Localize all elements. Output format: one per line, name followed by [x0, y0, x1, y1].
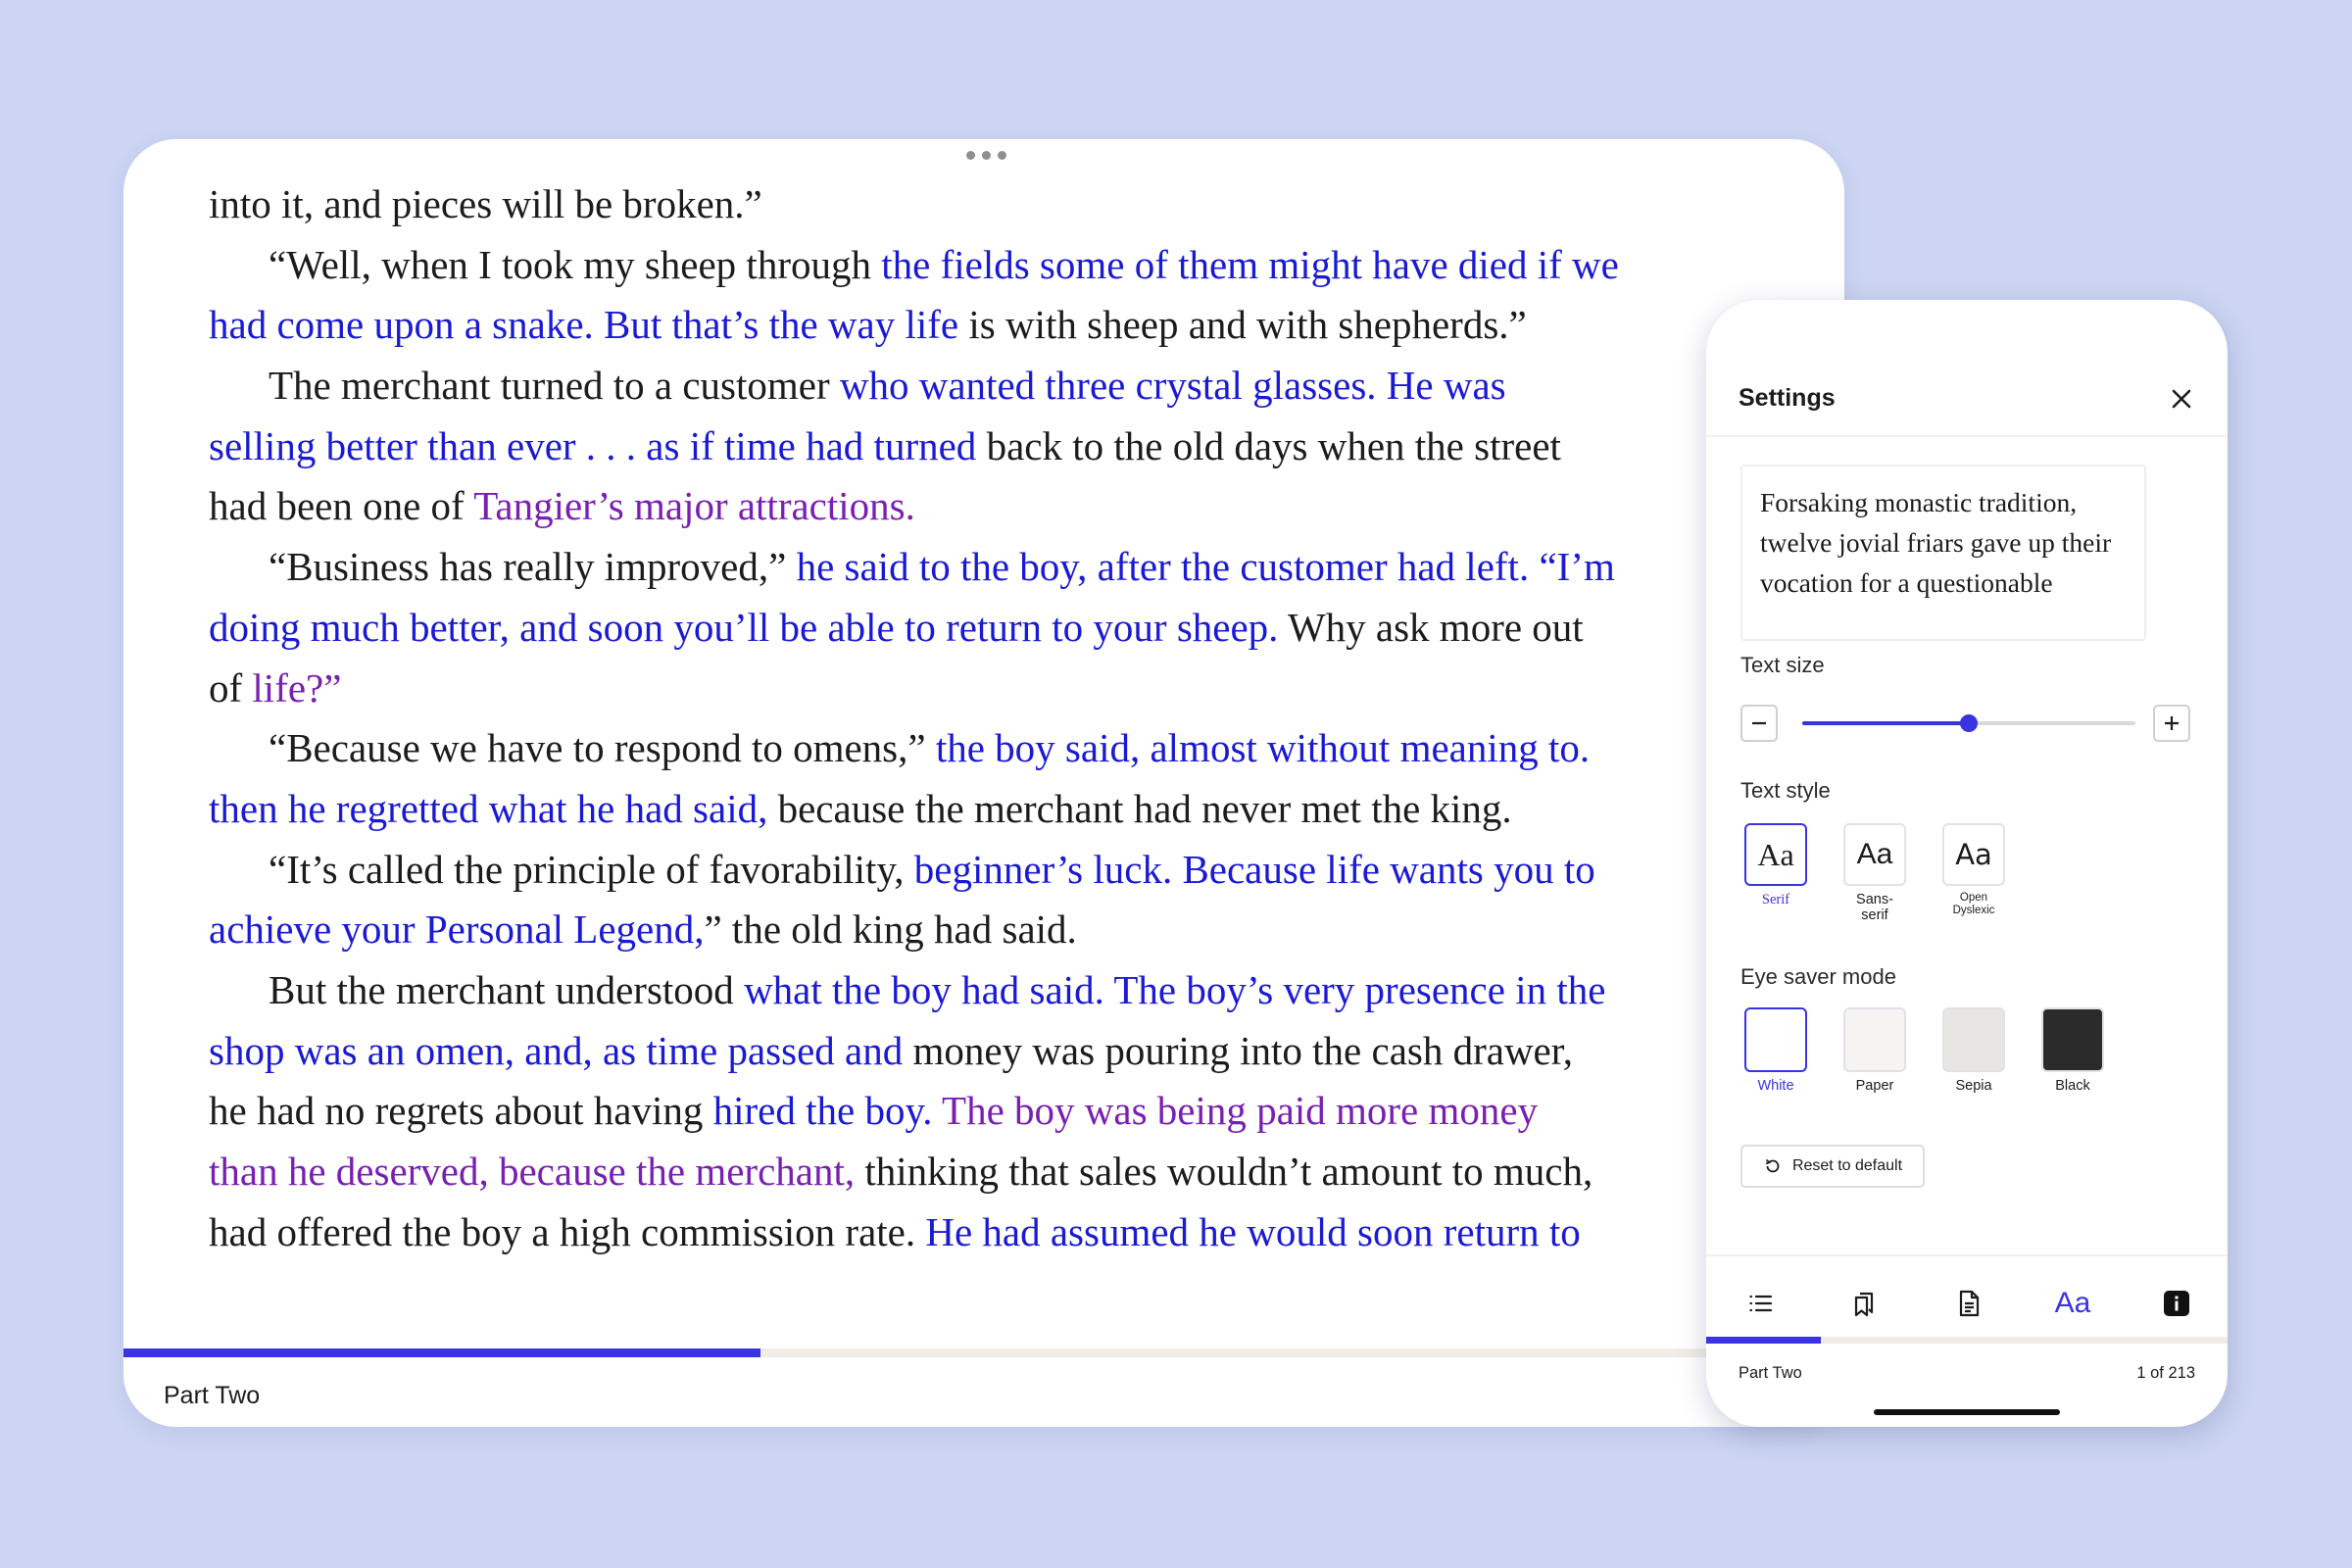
text-line: [209, 659, 1844, 719]
text-segment: money was pouring into the cash drawer,: [903, 1027, 1574, 1073]
reading-progress-fill: [123, 1348, 760, 1357]
text-segment: “Business has really improved,”: [269, 544, 797, 590]
bookmarks-icon[interactable]: [1845, 1284, 1885, 1323]
font-preview: Forsaking monastic tradition, twelve jovial friars gave up their vocation for a questionable: [1740, 465, 2146, 641]
text-segment: he had no regrets about having: [209, 1088, 713, 1134]
text-segment: ” the old king had said.: [704, 906, 1077, 953]
highlighted-text[interactable]: what the boy had said. The boy’s very presence in the: [744, 966, 1606, 1012]
highlighted-text[interactable]: Tangier’s major attractions.: [473, 483, 915, 529]
highlighted-text[interactable]: than he deserved, because the merchant,: [209, 1149, 856, 1194]
phone-progress-fill: [1706, 1337, 1821, 1344]
reset-icon: [1763, 1156, 1783, 1176]
white-label: White: [1757, 1078, 1794, 1094]
reset-to-default-button[interactable]: [1740, 1145, 1925, 1188]
close-icon[interactable]: [2165, 382, 2198, 416]
minus-icon: [1749, 713, 1769, 733]
text-line: [209, 779, 1844, 840]
header-divider: [1706, 435, 2228, 437]
reader-body: [209, 174, 1844, 1262]
text-segment: had been one of: [209, 483, 474, 529]
highlighted-text[interactable]: doing much better, and soon you’ll be able to return to your sheep.: [209, 604, 1279, 650]
text-segment: “Because we have to respond to omens,”: [269, 725, 936, 771]
sans-serif-label: Sans-serif: [1856, 892, 1893, 923]
decrease-text-size-button[interactable]: [1740, 705, 1778, 742]
text-style-label: Text style: [1740, 778, 1831, 803]
text-segment: is with sheep and with shepherds.”: [958, 302, 1527, 348]
tabbar-divider: [1706, 1254, 2228, 1256]
sans-serif-sample: Aa: [1843, 823, 1906, 886]
plus-icon: [2162, 713, 2181, 733]
highlighted-text[interactable]: achieve your Personal Legend,: [209, 906, 705, 953]
text-segment: back to the old days when the street: [976, 422, 1561, 468]
black-label: Black: [2055, 1078, 2090, 1094]
highlighted-text[interactable]: the fields some of them might have died if we: [881, 241, 1619, 287]
text-line: [209, 235, 1844, 296]
settings-title: Settings: [1739, 384, 1836, 412]
text-line: [209, 900, 1844, 960]
phone-chapter-label: Part Two: [1739, 1364, 1802, 1382]
text-line: [209, 1021, 1844, 1082]
text-line: [209, 295, 1844, 356]
text-style-sans-serif[interactable]: [1843, 823, 1906, 923]
eye-saver-label: Eye saver mode: [1740, 964, 1896, 989]
text-segment: “It’s called the principle of favorability,: [269, 846, 914, 892]
text-line: [209, 718, 1844, 779]
settings-phone: [1706, 300, 2228, 1427]
more-options-icon[interactable]: [966, 151, 1006, 160]
text-line: [209, 598, 1844, 659]
text-line: [209, 960, 1844, 1021]
text-segment: Why ask more out: [1278, 604, 1584, 650]
sepia-swatch: [1942, 1007, 2005, 1072]
eye-mode-white[interactable]: [1744, 1007, 1807, 1094]
text-line: [209, 476, 1844, 537]
home-indicator[interactable]: [1874, 1409, 2060, 1415]
text-line: [209, 174, 1844, 235]
text-settings-icon[interactable]: Aa: [2054, 1287, 2091, 1319]
list-icon[interactable]: [1741, 1284, 1781, 1323]
highlighted-text[interactable]: He had assumed he would soon return to: [925, 1208, 1581, 1254]
eye-mode-paper[interactable]: [1843, 1007, 1906, 1094]
highlighted-text[interactable]: hired the boy.: [712, 1088, 933, 1134]
highlighted-text[interactable]: shop was an omen, and, as time passed and: [209, 1027, 904, 1073]
text-line: [209, 840, 1844, 901]
phone-progress-bar[interactable]: [1706, 1337, 2228, 1344]
open-dyslexic-sample: Aa: [1942, 823, 2005, 886]
highlighted-text[interactable]: had come upon a snake. But that’s the way life: [209, 302, 959, 348]
black-swatch: [2041, 1007, 2104, 1072]
text-line: [209, 416, 1844, 477]
text-segment: of: [209, 664, 253, 710]
text-style-open-dyslexic[interactable]: [1942, 823, 2005, 917]
white-swatch: [1744, 1007, 1807, 1072]
text-segment: thinking that sales wouldn’t amount to much,: [855, 1149, 1593, 1194]
info-icon[interactable]: [2157, 1284, 2196, 1323]
bottom-tab-bar: [1706, 1284, 2228, 1343]
chapter-label: Part Two: [164, 1382, 261, 1409]
text-size-slider-fill: [1802, 721, 1969, 725]
highlighted-text[interactable]: The boy was being paid more money: [932, 1088, 1539, 1134]
text-size-slider-thumb[interactable]: [1960, 714, 1978, 732]
eye-mode-sepia[interactable]: [1942, 1007, 2005, 1094]
highlighted-text[interactable]: beginner’s luck. Because life wants you to: [913, 846, 1595, 892]
page-counter: 1 of 213: [2136, 1364, 2195, 1382]
increase-text-size-button[interactable]: [2153, 705, 2190, 742]
highlighted-text[interactable]: who wanted three crystal glasses. He was: [839, 363, 1506, 409]
text-line: [209, 1142, 1844, 1202]
text-style-serif[interactable]: [1744, 823, 1807, 907]
paper-label: Paper: [1855, 1078, 1894, 1094]
serif-label: Serif: [1761, 892, 1790, 907]
highlighted-text[interactable]: then he regretted what he had said,: [209, 785, 768, 831]
text-segment: had offered the boy a high commission rate.: [209, 1208, 926, 1254]
highlighted-text[interactable]: he said to the boy, after the customer had left. “I’m: [796, 544, 1615, 590]
text-segment: because the merchant had never met the king.: [767, 785, 1512, 831]
text-segment: But the merchant understood: [269, 966, 745, 1012]
eye-mode-black[interactable]: [2041, 1007, 2104, 1094]
reader-tablet: [123, 139, 1844, 1427]
text-line: [209, 1202, 1844, 1263]
highlighted-text[interactable]: the boy said, almost without meaning to.: [935, 725, 1591, 771]
text-segment: “Well, when I took my sheep through: [269, 241, 882, 287]
highlighted-text[interactable]: selling better than ever . . . as if time had turned: [209, 422, 977, 468]
open-dyslexic-label: Open Dyslexic: [1952, 892, 1995, 916]
text-segment: The merchant turned to a customer: [269, 363, 840, 409]
text-line: [209, 537, 1844, 598]
highlighted-text[interactable]: life?”: [252, 664, 342, 710]
sepia-label: Sepia: [1955, 1078, 1992, 1094]
reading-progress-bar[interactable]: [123, 1348, 1844, 1357]
text-line: [209, 1081, 1844, 1142]
text-size-label: Text size: [1740, 653, 1825, 677]
reset-label: Reset to default: [1791, 1157, 1903, 1174]
serif-sample: Aa: [1744, 823, 1807, 886]
page-icon[interactable]: [1949, 1284, 1988, 1323]
text-line: [209, 356, 1844, 416]
text-segment: into it, and pieces will be broken.”: [209, 181, 762, 226]
text-size-slider[interactable]: [1802, 721, 2135, 725]
paper-swatch: [1843, 1007, 1906, 1072]
